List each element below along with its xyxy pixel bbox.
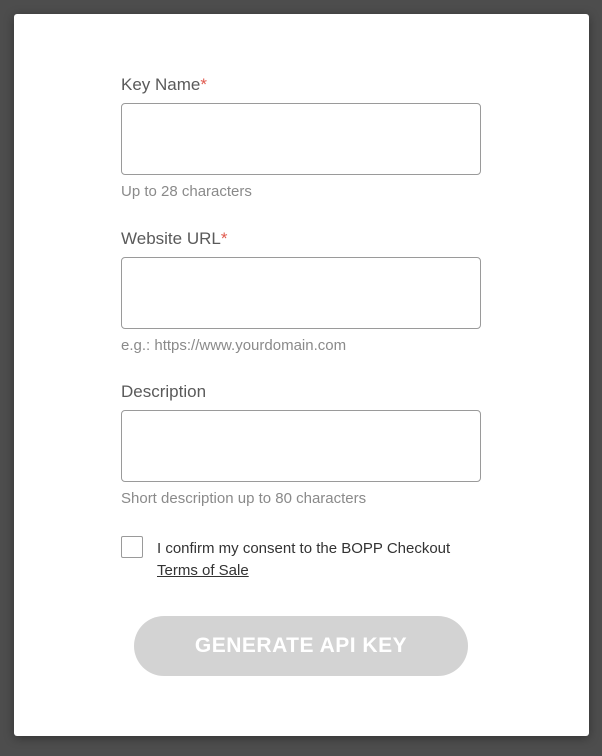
consent-text xyxy=(157,538,497,582)
required-asterisk: * xyxy=(200,75,207,94)
description-hint: Short description up to 80 characters xyxy=(121,490,367,507)
terms-of-sale-link[interactable]: Terms of Sale xyxy=(157,562,249,579)
website-url-hint: e.g.: https://www.yourdomain.com xyxy=(121,337,347,354)
website-url-input[interactable] xyxy=(121,257,481,329)
required-asterisk: * xyxy=(220,229,228,248)
description-label: Description xyxy=(121,382,207,401)
website-url-group xyxy=(121,228,481,356)
key-name-label: Key Name* xyxy=(121,75,207,94)
generate-api-key-button[interactable]: GENERATE API KEY xyxy=(134,616,468,676)
description-input[interactable] xyxy=(121,410,481,482)
consent-checkbox[interactable] xyxy=(121,536,143,558)
description-group xyxy=(121,381,481,509)
key-name-hint: Up to 28 characters xyxy=(121,183,252,200)
consent-label: I confirm my consent to the BOPP Checkout xyxy=(157,540,451,557)
key-name-input[interactable] xyxy=(121,103,481,175)
key-name-group xyxy=(121,74,481,202)
generate-api-key-dialog xyxy=(14,14,589,736)
website-url-label: Website URL* xyxy=(121,229,228,248)
